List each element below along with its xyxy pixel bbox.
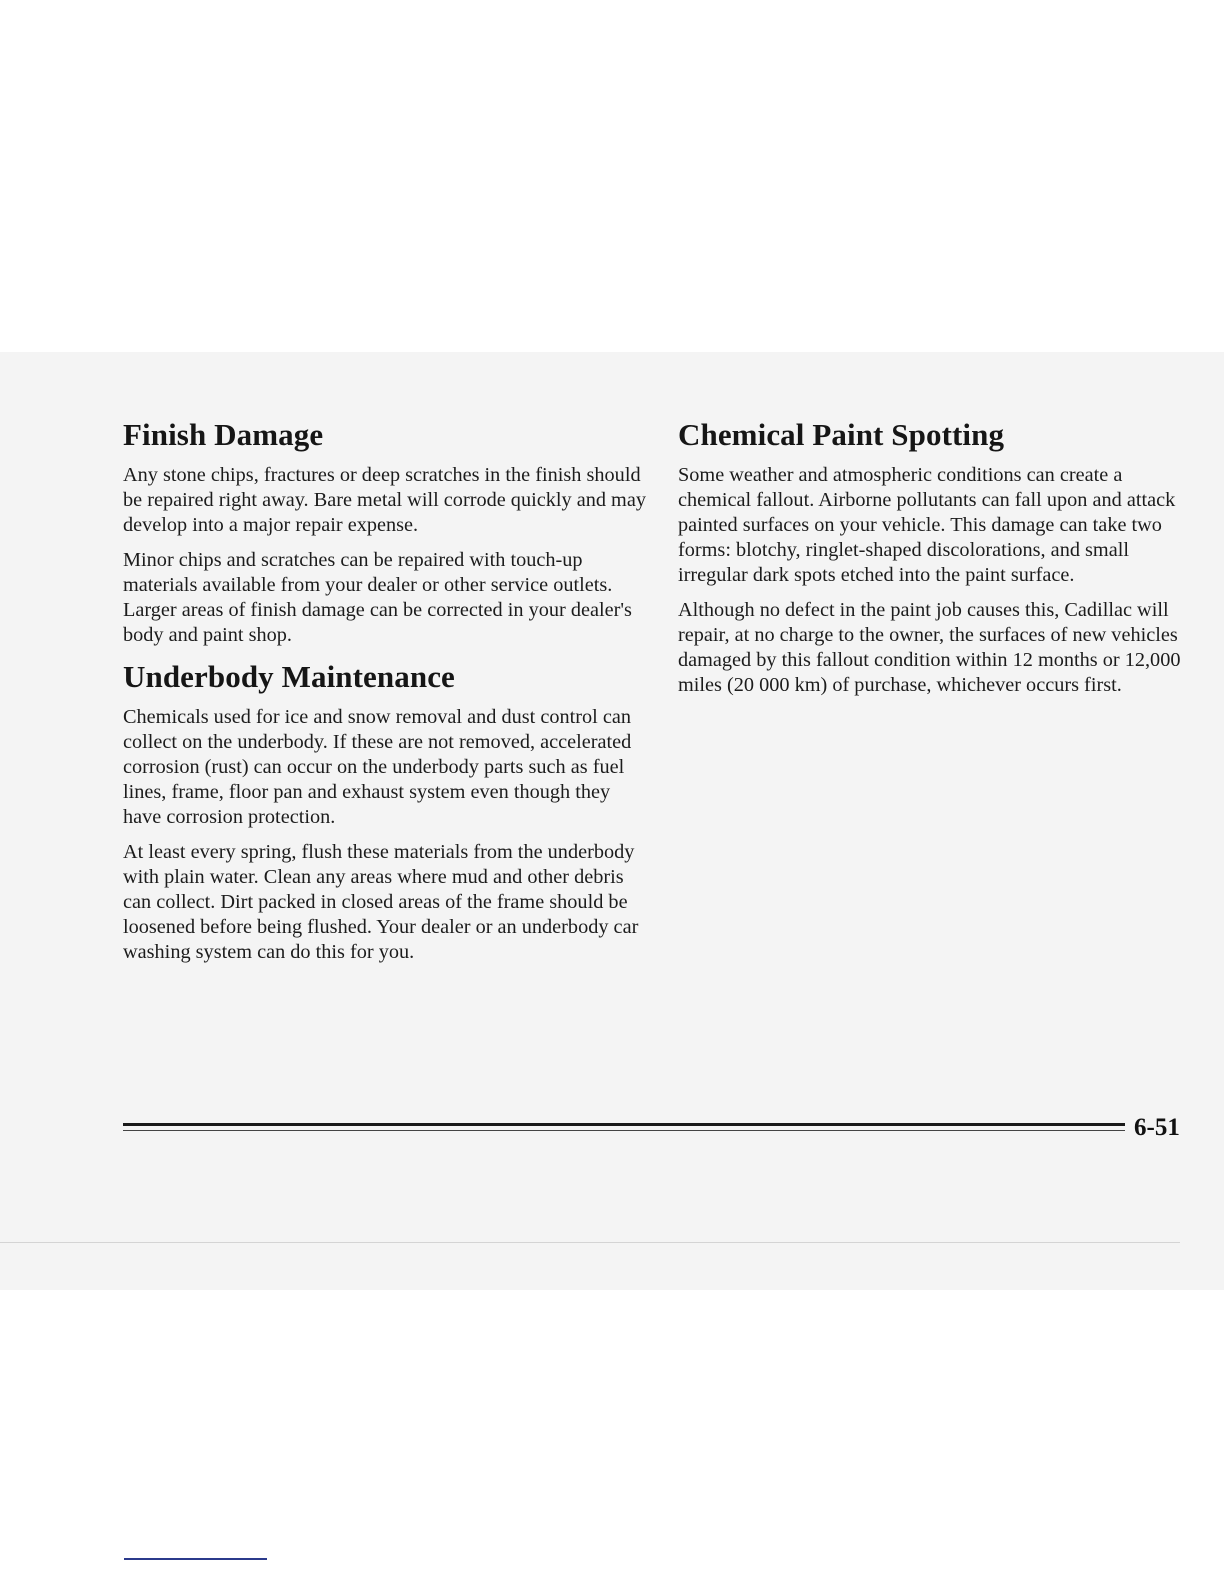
scan-edge-line [0,1242,1180,1243]
chemical-paint-spotting-paragraph-2: Although no defect in the paint job causes this, Cadillac will repair, at no charge to the owner, the surfaces of new vehicles damaged by this fallout condition within 12 months or 12,000 miles (20 000 km) of purchase, whichever occurs first. [678,599,1181,696]
underbody-maintenance-paragraph-2: At least every spring, flush these materials from the underbody with plain water. Clean any areas where mud and other debris can collect. Dirt packed in closed areas of the frame should be loosened before being flushed. Your dealer or an underbody car washing system can do this for you. [123,841,639,963]
chemical-paint-spotting-section [678,416,1198,698]
footer-rule [123,1121,1125,1135]
page-number: 6-51 [1134,1114,1180,1141]
footer-rule-thin-line [123,1130,1125,1131]
finish-damage-paragraph-1: Any stone chips, fractures or deep scratches in the finish should be repaired right away. Bare metal will corrode quickly and may develop into a major repair expense. [123,464,646,536]
finish-damage-heading: Finish Damage [123,417,324,452]
lower-margin-rule [124,1558,267,1560]
chemical-paint-spotting-paragraph-1: Some weather and atmospheric conditions can create a chemical fallout. Airborne pollutants can fall upon and attack painted surfaces on your vehicle. This damage can take two forms: blotchy, ringlet-shaped discolorations, and small irregular dark spots etched into the paint surface. [678,464,1176,586]
left-column [123,416,648,975]
footer-rule-thick-line [123,1123,1125,1126]
right-column [678,416,1198,708]
finish-damage-paragraph-2: Minor chips and scratches can be repaired with touch-up materials available from your dealer or other service outlets. Larger areas of finish damage can be corrected in your dealer's body and paint shop. [123,549,632,646]
underbody-maintenance-heading: Underbody Maintenance [123,659,455,694]
chemical-paint-spotting-heading: Chemical Paint Spotting [678,417,1005,452]
finish-damage-section [123,416,648,648]
underbody-maintenance-paragraph-1: Chemicals used for ice and snow removal and dust control can collect on the underbody. If these are not removed, accelerated corrosion (rust) can occur on the underbody parts such as fuel lines, frame, floor pan and exhaust system even though they have corrosion protection. [123,706,632,828]
underbody-maintenance-section [123,658,648,965]
